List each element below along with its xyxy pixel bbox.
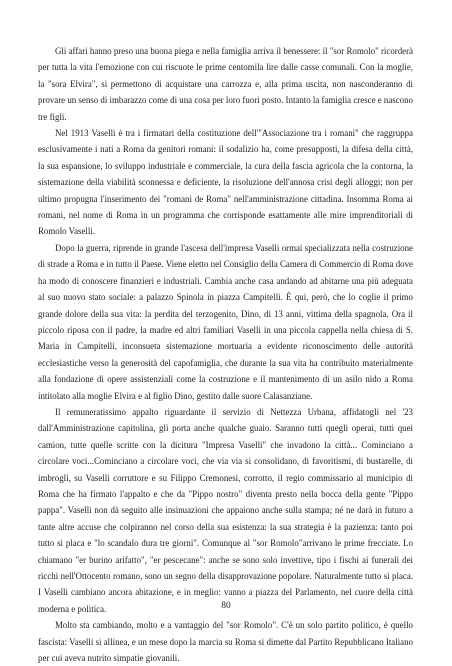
paragraph-2: Nel 1913 Vaselli è tra i firmatari della costituzione dell'"Associazione tra i romani" che raggruppa esclusivamente i nati a Roma da genitori romani: il sodalizio ha, come presupposti, la difesa della città, la sua espansione, lo sviluppo industriale e commerciale, la cura della fascia agricola che la contorna, la sistemazione della viabilità sconnessa e deficiente, la risoluzione dell'annosa crisi degli alloggi; non per ultimo propugna l'inserimento dei "romani de Roma" nell'amministrazione cittadina. Insomma Roma ai romani, nel nome di Roma in un programma che corrisponde esattamente alle mire imprenditoriali di Romolo Vaselli. xyxy=(38,128,413,237)
body-text xyxy=(38,43,413,666)
paragraph-5: Molto sta cambiando, molto e a vantaggio del "sor Romolo". C'è un solo partito politico, è quello fascista: Vaselli si allinea, e un mese dopo la marcia su Roma si dimette dal Partito Repubblicano Italiano per cui aveva nutrito simpatie giovanili. xyxy=(38,620,413,664)
paragraph-1: Gli affari hanno preso una buona piega e nella famiglia arriva il benessere: il "sor Romolo" ricorderà per tutta la vita l'emozione con cui riscuote le prime centomila lire dalle casse comunali. Con la moglie, la "sora Elvira", si permettono di acquistare una carrozza e, alla prima uscita, non nasconderanno di provare un senso di imbarazzo come di una cosa per loro fuori posto. Intanto la famiglia cresce e nascono tre figli. xyxy=(38,46,413,122)
paragraph-4: Il remuneratissimo appalto riguardante il servizio di Nettezza Urbana, affidatogli nel '23 dall'Amministrazione capitolina, gli porta anche qualche guaio. Saranno tutti quegli operai, tutti quei camion, tutte quelle scritte con la dicitura "Impresa Vaselli" che invadono la città... Cominciano a circolare voci...Cominciano a circolare voci, che via via si consolidano, di favoritismi, di bustarelle, di imbrogli, su Vaselli corruttore e su Filippo Cremonesi, corrotto, il regio commissario al municipio di Roma che ha firmato l'appalto e che da "Pippo nostro" diventa presto nella bocca della gente "Pippo pappa". Vaselli non dà seguito alle insinuazioni che appaiono anche sulla stampa; né ne darà in futuro a tante altre accuse che colpiranno nel corso della sua esistenza: la sua strategia è la pazienza: tanto poi tutto si placa e "lo scandalo dura tre giorni". Comunque al "sor Romolo"arrivano le prime frecciate. Lo chiamano "er burino arifatto", "er pescecane": anche se sono solo invettive, tipo i fischi ai funerali dei ricchi nell'Ottocento romano, sono un segno della disapprovazione popolare. Naturalmente tutto si placa. I Vaselli cambiano ancora abitazione, e in meglio: vanno a piazza del Parlamento, nel cuore della città moderna e politica. xyxy=(38,406,413,614)
page-number: 80 xyxy=(221,601,231,611)
paragraph-3: Dopo la guerra, riprende in grande l'ascesa dell'impresa Vaselli ormai specializzata nella costruzione di strade a Roma e in tutto il Paese. Viene eletto nel Consiglio della Camera di Commercio di Roma dove ha modo di conoscere finanzieri e industriali. Cambia anche casa andando ad abitarne una più adeguata al suo nuovo stato sociale: a palazzo Spinola in piazza Campitelli. È qui, però, che lo coglie il primo grande dolore della sua vita: la perdita del terzogenito, Dino, di 13 anni, vittima della spagnola. Ora il piccolo riposa con il padre, la madre ed altri familiari Vaselli in una piccola cappella nella chiesa di S. Maria in Campitelli, inconsueta sistemazione mortuaria a evidente riconoscimento delle autorità ecclesiastiche verso la generosità del capofamiglia, che durante la sua vita ha contribuito materialmente alla fondazione di opere assistenziali come la costruzione e il mantenimento di un asilo nido a Roma intitolato alla moglie Elvira e al figlio Dino, gestito dalle suore Calasanziane. xyxy=(38,242,413,401)
